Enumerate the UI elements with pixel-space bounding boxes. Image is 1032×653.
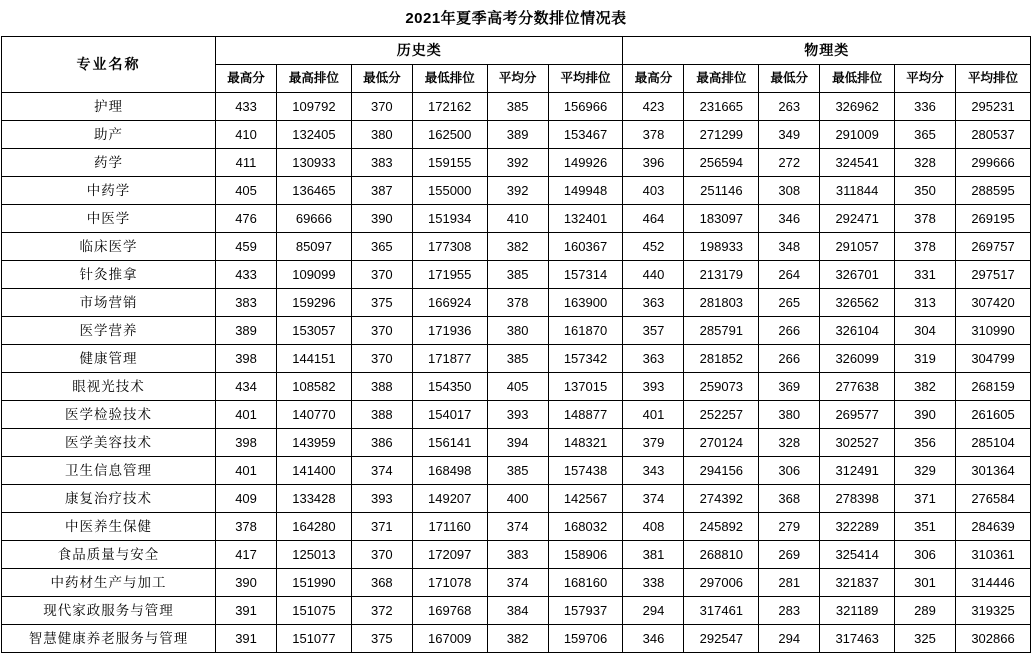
table-row — [2, 485, 1031, 513]
cell-value: 378 — [895, 233, 956, 261]
cell-value: 370 — [351, 345, 412, 373]
cell-value: 382 — [487, 233, 548, 261]
cell-major-name: 临床医学 — [2, 233, 216, 261]
cell-value: 374 — [351, 457, 412, 485]
cell-major-name: 针灸推拿 — [2, 261, 216, 289]
cell-value: 356 — [895, 429, 956, 457]
cell-value: 385 — [487, 345, 548, 373]
cell-value: 363 — [623, 289, 684, 317]
cell-value: 346 — [623, 625, 684, 653]
cell-value: 159155 — [412, 149, 487, 177]
cell-value: 153057 — [277, 317, 352, 345]
cell-value: 130933 — [277, 149, 352, 177]
cell-value: 171160 — [412, 513, 487, 541]
cell-value: 433 — [216, 93, 277, 121]
cell-value: 264 — [759, 261, 820, 289]
cell-value: 171078 — [412, 569, 487, 597]
cell-value: 398 — [216, 429, 277, 457]
cell-value: 284639 — [956, 513, 1031, 541]
cell-value: 183097 — [684, 205, 759, 233]
cell-value: 153467 — [548, 121, 623, 149]
table-row — [2, 233, 1031, 261]
cell-value: 372 — [351, 597, 412, 625]
cell-value: 378 — [487, 289, 548, 317]
cell-value: 378 — [895, 205, 956, 233]
cell-value: 295231 — [956, 93, 1031, 121]
cell-value: 302866 — [956, 625, 1031, 653]
cell-value: 405 — [487, 373, 548, 401]
cell-major-name: 医学美容技术 — [2, 429, 216, 457]
cell-value: 252257 — [684, 401, 759, 429]
cell-value: 325414 — [820, 541, 895, 569]
cell-value: 274392 — [684, 485, 759, 513]
cell-value: 388 — [351, 401, 412, 429]
cell-value: 109792 — [277, 93, 352, 121]
cell-major-name: 药学 — [2, 149, 216, 177]
header-physics-min-score: 最低分 — [759, 65, 820, 93]
cell-value: 171955 — [412, 261, 487, 289]
cell-value: 132401 — [548, 205, 623, 233]
table-row — [2, 261, 1031, 289]
cell-value: 157314 — [548, 261, 623, 289]
cell-value: 382 — [487, 625, 548, 653]
cell-value: 158906 — [548, 541, 623, 569]
cell-value: 365 — [351, 233, 412, 261]
cell-value: 261605 — [956, 401, 1031, 429]
cell-value: 387 — [351, 177, 412, 205]
cell-value: 394 — [487, 429, 548, 457]
cell-value: 385 — [487, 261, 548, 289]
cell-value: 156141 — [412, 429, 487, 457]
cell-value: 385 — [487, 457, 548, 485]
cell-value: 392 — [487, 149, 548, 177]
table-row — [2, 429, 1031, 457]
cell-value: 154017 — [412, 401, 487, 429]
cell-value: 288595 — [956, 177, 1031, 205]
cell-value: 440 — [623, 261, 684, 289]
cell-value: 291057 — [820, 233, 895, 261]
cell-value: 294 — [623, 597, 684, 625]
table-row — [2, 345, 1031, 373]
cell-value: 375 — [351, 289, 412, 317]
cell-value: 159296 — [277, 289, 352, 317]
table-row — [2, 401, 1031, 429]
cell-value: 319 — [895, 345, 956, 373]
cell-value: 155000 — [412, 177, 487, 205]
cell-value: 272 — [759, 149, 820, 177]
cell-value: 160367 — [548, 233, 623, 261]
cell-value: 269195 — [956, 205, 1031, 233]
cell-value: 269577 — [820, 401, 895, 429]
cell-value: 312491 — [820, 457, 895, 485]
cell-value: 433 — [216, 261, 277, 289]
cell-value: 321837 — [820, 569, 895, 597]
cell-value: 368 — [759, 485, 820, 513]
cell-value: 297517 — [956, 261, 1031, 289]
cell-value: 163900 — [548, 289, 623, 317]
cell-value: 314446 — [956, 569, 1031, 597]
cell-value: 266 — [759, 317, 820, 345]
cell-value: 393 — [623, 373, 684, 401]
cell-value: 346 — [759, 205, 820, 233]
cell-value: 285104 — [956, 429, 1031, 457]
cell-value: 357 — [623, 317, 684, 345]
cell-value: 317463 — [820, 625, 895, 653]
cell-value: 69666 — [277, 205, 352, 233]
cell-value: 370 — [351, 317, 412, 345]
cell-value: 326701 — [820, 261, 895, 289]
cell-value: 132405 — [277, 121, 352, 149]
cell-value: 338 — [623, 569, 684, 597]
cell-value: 328 — [895, 149, 956, 177]
cell-value: 277638 — [820, 373, 895, 401]
cell-value: 378 — [623, 121, 684, 149]
cell-value: 370 — [351, 541, 412, 569]
cell-value: 169768 — [412, 597, 487, 625]
table-row — [2, 93, 1031, 121]
cell-value: 476 — [216, 205, 277, 233]
cell-value: 386 — [351, 429, 412, 457]
cell-value: 317461 — [684, 597, 759, 625]
table-row — [2, 513, 1031, 541]
table-header — [2, 37, 1031, 93]
cell-major-name: 现代家政服务与管理 — [2, 597, 216, 625]
cell-value: 434 — [216, 373, 277, 401]
cell-value: 370 — [351, 93, 412, 121]
cell-value: 299666 — [956, 149, 1031, 177]
cell-value: 383 — [351, 149, 412, 177]
cell-value: 109099 — [277, 261, 352, 289]
cell-major-name: 中药学 — [2, 177, 216, 205]
cell-value: 411 — [216, 149, 277, 177]
cell-value: 297006 — [684, 569, 759, 597]
cell-value: 390 — [351, 205, 412, 233]
cell-value: 408 — [623, 513, 684, 541]
cell-value: 108582 — [277, 373, 352, 401]
cell-value: 141400 — [277, 457, 352, 485]
table-body — [2, 93, 1031, 653]
header-history-avg-score: 平均分 — [487, 65, 548, 93]
cell-value: 144151 — [277, 345, 352, 373]
cell-value: 151934 — [412, 205, 487, 233]
table-row — [2, 121, 1031, 149]
cell-value: 392 — [487, 177, 548, 205]
cell-value: 321189 — [820, 597, 895, 625]
cell-value: 383 — [487, 541, 548, 569]
cell-value: 310990 — [956, 317, 1031, 345]
cell-value: 381 — [623, 541, 684, 569]
cell-value: 423 — [623, 93, 684, 121]
cell-value: 159706 — [548, 625, 623, 653]
cell-value: 281 — [759, 569, 820, 597]
cell-value: 393 — [487, 401, 548, 429]
cell-value: 177308 — [412, 233, 487, 261]
cell-value: 151075 — [277, 597, 352, 625]
cell-value: 269757 — [956, 233, 1031, 261]
cell-major-name: 卫生信息管理 — [2, 457, 216, 485]
cell-value: 136465 — [277, 177, 352, 205]
cell-value: 310361 — [956, 541, 1031, 569]
table-row — [2, 457, 1031, 485]
cell-value: 370 — [351, 261, 412, 289]
cell-major-name: 助产 — [2, 121, 216, 149]
cell-value: 371 — [895, 485, 956, 513]
cell-value: 389 — [216, 317, 277, 345]
table-row — [2, 373, 1031, 401]
cell-value: 374 — [623, 485, 684, 513]
table-row — [2, 625, 1031, 653]
cell-value: 157438 — [548, 457, 623, 485]
cell-value: 351 — [895, 513, 956, 541]
cell-value: 390 — [216, 569, 277, 597]
cell-value: 137015 — [548, 373, 623, 401]
cell-value: 281852 — [684, 345, 759, 373]
cell-value: 308 — [759, 177, 820, 205]
cell-value: 270124 — [684, 429, 759, 457]
header-group-physics: 物理类 — [623, 37, 1031, 65]
cell-value: 172162 — [412, 93, 487, 121]
cell-value: 294 — [759, 625, 820, 653]
cell-value: 294156 — [684, 457, 759, 485]
cell-value: 142567 — [548, 485, 623, 513]
cell-value: 326099 — [820, 345, 895, 373]
score-table — [1, 36, 1031, 653]
cell-value: 301364 — [956, 457, 1031, 485]
cell-value: 378 — [216, 513, 277, 541]
cell-value: 384 — [487, 597, 548, 625]
cell-value: 311844 — [820, 177, 895, 205]
table-row — [2, 177, 1031, 205]
cell-value: 157937 — [548, 597, 623, 625]
cell-value: 324541 — [820, 149, 895, 177]
cell-value: 168160 — [548, 569, 623, 597]
cell-value: 292547 — [684, 625, 759, 653]
cell-value: 259073 — [684, 373, 759, 401]
cell-value: 389 — [487, 121, 548, 149]
header-major-name: 专业名称 — [2, 37, 216, 93]
cell-value: 149948 — [548, 177, 623, 205]
table-row — [2, 317, 1031, 345]
cell-value: 383 — [216, 289, 277, 317]
cell-value: 464 — [623, 205, 684, 233]
cell-value: 322289 — [820, 513, 895, 541]
cell-value: 268810 — [684, 541, 759, 569]
cell-value: 164280 — [277, 513, 352, 541]
cell-value: 379 — [623, 429, 684, 457]
cell-value: 133428 — [277, 485, 352, 513]
cell-value: 380 — [487, 317, 548, 345]
cell-value: 198933 — [684, 233, 759, 261]
header-history-min-rank: 最低排位 — [412, 65, 487, 93]
cell-value: 161870 — [548, 317, 623, 345]
header-history-max-rank: 最高排位 — [277, 65, 352, 93]
header-physics-avg-rank: 平均排位 — [956, 65, 1031, 93]
cell-value: 156966 — [548, 93, 623, 121]
cell-value: 268159 — [956, 373, 1031, 401]
cell-value: 285791 — [684, 317, 759, 345]
cell-value: 266 — [759, 345, 820, 373]
cell-value: 143959 — [277, 429, 352, 457]
cell-major-name: 食品质量与安全 — [2, 541, 216, 569]
cell-value: 403 — [623, 177, 684, 205]
cell-value: 148321 — [548, 429, 623, 457]
cell-value: 459 — [216, 233, 277, 261]
page-title: 2021年夏季高考分数排位情况表 — [405, 10, 627, 27]
cell-value: 400 — [487, 485, 548, 513]
cell-value: 350 — [895, 177, 956, 205]
cell-value: 398 — [216, 345, 277, 373]
cell-value: 365 — [895, 121, 956, 149]
cell-value: 382 — [895, 373, 956, 401]
cell-value: 231665 — [684, 93, 759, 121]
cell-major-name: 中医学 — [2, 205, 216, 233]
cell-value: 125013 — [277, 541, 352, 569]
cell-value: 393 — [351, 485, 412, 513]
cell-value: 391 — [216, 597, 277, 625]
cell-value: 302527 — [820, 429, 895, 457]
cell-value: 269 — [759, 541, 820, 569]
cell-value: 157342 — [548, 345, 623, 373]
header-physics-max-rank: 最高排位 — [684, 65, 759, 93]
cell-value: 401 — [623, 401, 684, 429]
cell-value: 306 — [895, 541, 956, 569]
cell-value: 349 — [759, 121, 820, 149]
cell-value: 371 — [351, 513, 412, 541]
cell-major-name: 健康管理 — [2, 345, 216, 373]
cell-value: 368 — [351, 569, 412, 597]
cell-value: 410 — [487, 205, 548, 233]
cell-value: 251146 — [684, 177, 759, 205]
header-history-max-score: 最高分 — [216, 65, 277, 93]
cell-value: 375 — [351, 625, 412, 653]
cell-value: 391 — [216, 625, 277, 653]
cell-major-name: 医学检验技术 — [2, 401, 216, 429]
cell-value: 401 — [216, 401, 277, 429]
cell-value: 289 — [895, 597, 956, 625]
table-row — [2, 149, 1031, 177]
cell-value: 409 — [216, 485, 277, 513]
cell-value: 167009 — [412, 625, 487, 653]
cell-value: 279 — [759, 513, 820, 541]
cell-value: 388 — [351, 373, 412, 401]
cell-value: 162500 — [412, 121, 487, 149]
cell-value: 213179 — [684, 261, 759, 289]
cell-value: 148877 — [548, 401, 623, 429]
cell-major-name: 护理 — [2, 93, 216, 121]
cell-value: 410 — [216, 121, 277, 149]
cell-value: 336 — [895, 93, 956, 121]
cell-value: 452 — [623, 233, 684, 261]
cell-value: 276584 — [956, 485, 1031, 513]
cell-value: 369 — [759, 373, 820, 401]
cell-value: 172097 — [412, 541, 487, 569]
cell-value: 326962 — [820, 93, 895, 121]
cell-value: 374 — [487, 569, 548, 597]
cell-value: 328 — [759, 429, 820, 457]
cell-value: 171877 — [412, 345, 487, 373]
cell-value: 245892 — [684, 513, 759, 541]
cell-value: 363 — [623, 345, 684, 373]
cell-value: 283 — [759, 597, 820, 625]
cell-value: 396 — [623, 149, 684, 177]
cell-value: 168498 — [412, 457, 487, 485]
cell-value: 385 — [487, 93, 548, 121]
cell-value: 313 — [895, 289, 956, 317]
cell-value: 405 — [216, 177, 277, 205]
header-physics-max-score: 最高分 — [623, 65, 684, 93]
cell-value: 140770 — [277, 401, 352, 429]
cell-value: 326104 — [820, 317, 895, 345]
cell-value: 401 — [216, 457, 277, 485]
cell-value: 304 — [895, 317, 956, 345]
cell-value: 151077 — [277, 625, 352, 653]
table-row — [2, 541, 1031, 569]
cell-major-name: 医学营养 — [2, 317, 216, 345]
cell-major-name: 智慧健康养老服务与管理 — [2, 625, 216, 653]
cell-major-name: 康复治疗技术 — [2, 485, 216, 513]
table-row — [2, 205, 1031, 233]
cell-value: 329 — [895, 457, 956, 485]
table-row — [2, 289, 1031, 317]
cell-value: 417 — [216, 541, 277, 569]
cell-value: 390 — [895, 401, 956, 429]
cell-value: 380 — [351, 121, 412, 149]
cell-value: 319325 — [956, 597, 1031, 625]
cell-value: 168032 — [548, 513, 623, 541]
cell-value: 166924 — [412, 289, 487, 317]
header-group-history: 历史类 — [216, 37, 623, 65]
cell-value: 326562 — [820, 289, 895, 317]
table-header-row-groups — [2, 37, 1031, 65]
cell-value: 304799 — [956, 345, 1031, 373]
cell-major-name: 中医养生保健 — [2, 513, 216, 541]
cell-value: 307420 — [956, 289, 1031, 317]
cell-value: 256594 — [684, 149, 759, 177]
cell-value: 171936 — [412, 317, 487, 345]
cell-value: 151990 — [277, 569, 352, 597]
cell-value: 280537 — [956, 121, 1031, 149]
cell-value: 306 — [759, 457, 820, 485]
cell-major-name: 市场营销 — [2, 289, 216, 317]
header-history-min-score: 最低分 — [351, 65, 412, 93]
cell-value: 281803 — [684, 289, 759, 317]
header-physics-min-rank: 最低排位 — [820, 65, 895, 93]
cell-value: 380 — [759, 401, 820, 429]
cell-value: 348 — [759, 233, 820, 261]
cell-value: 154350 — [412, 373, 487, 401]
cell-value: 301 — [895, 569, 956, 597]
cell-major-name: 眼视光技术 — [2, 373, 216, 401]
cell-value: 343 — [623, 457, 684, 485]
cell-value: 149926 — [548, 149, 623, 177]
header-history-avg-rank: 平均排位 — [548, 65, 623, 93]
cell-value: 265 — [759, 289, 820, 317]
header-physics-avg-score: 平均分 — [895, 65, 956, 93]
cell-value: 271299 — [684, 121, 759, 149]
cell-major-name: 中药材生产与加工 — [2, 569, 216, 597]
cell-value: 263 — [759, 93, 820, 121]
cell-value: 374 — [487, 513, 548, 541]
cell-value: 325 — [895, 625, 956, 653]
table-row — [2, 569, 1031, 597]
cell-value: 278398 — [820, 485, 895, 513]
cell-value: 292471 — [820, 205, 895, 233]
cell-value: 149207 — [412, 485, 487, 513]
cell-value: 85097 — [277, 233, 352, 261]
cell-value: 331 — [895, 261, 956, 289]
cell-value: 291009 — [820, 121, 895, 149]
